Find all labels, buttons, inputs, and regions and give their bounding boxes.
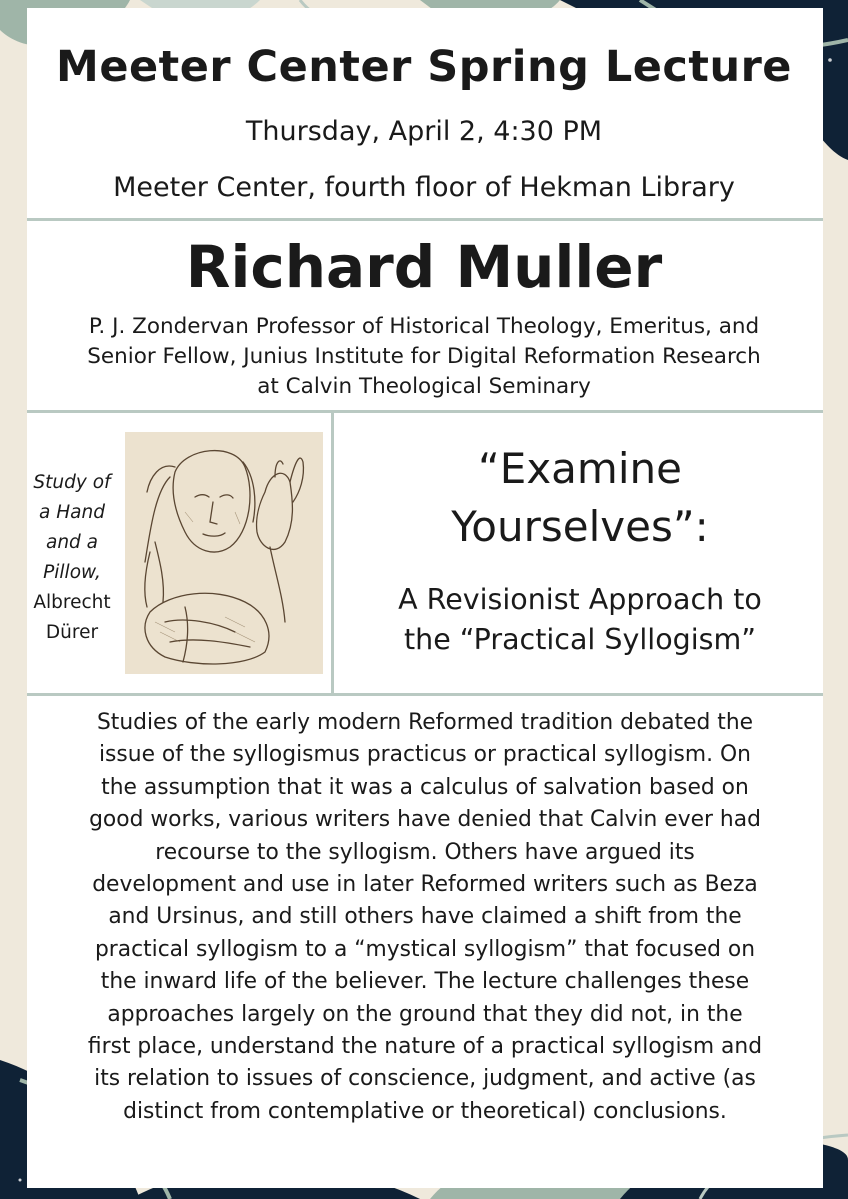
lecture-abstract	[30, 707, 820, 1128]
lecture-title-line: Yourselves”:	[451, 502, 709, 551]
artwork-title-line: a Hand	[39, 502, 105, 523]
affiliation-line: P. J. Zondervan Professor of Historical Theology, Emeritus, and	[88, 314, 760, 339]
lecture-title	[340, 440, 820, 556]
abstract-line: its relation to issues of conscience, judgment, and active (as	[94, 1066, 756, 1092]
abstract-line: development and use in later Reformed writers such as Beza	[92, 872, 758, 898]
abstract-line: approaches largely on the ground that they did not, in the	[107, 1001, 743, 1027]
abstract-line: the assumption that it was a calculus of salvation based on	[101, 774, 749, 800]
durer-sketch-image	[125, 432, 323, 674]
abstract-line: distinct from contemplative or theoretical) conclusions.	[123, 1098, 727, 1124]
speaker-name: Richard Muller	[185, 233, 663, 301]
divider	[27, 218, 823, 221]
artwork-title-line: Study of	[33, 472, 111, 493]
lecture-subtitle-line: the “Practical Syllogism”	[403, 623, 757, 656]
vertical-divider	[331, 413, 334, 693]
event-title: Meeter Center Spring Lecture	[56, 42, 792, 92]
artwork-title-line: Pillow,	[43, 562, 101, 583]
lecture-title-line: “Examine	[478, 444, 682, 493]
affiliation-line: at Calvin Theological Seminary	[257, 374, 591, 399]
abstract-line: and Ursinus, and still others have claimed a shift from the	[108, 904, 742, 930]
artwork-caption	[20, 468, 124, 648]
artwork-artist-line: Albrecht	[33, 592, 111, 613]
artwork-title-line: and a	[45, 532, 99, 553]
abstract-line: good works, various writers have denied that Calvin ever had	[89, 807, 761, 833]
abstract-line: the inward life of the believer. The lecture challenges these	[100, 969, 750, 995]
divider	[27, 693, 823, 696]
artwork-artist-line: Dürer	[45, 622, 99, 643]
event-date-time: Thursday, April 2, 4:30 PM	[245, 116, 603, 147]
abstract-line: issue of the syllogismus practicus or practical syllogism. On	[99, 742, 751, 768]
event-location: Meeter Center, fourth floor of Hekman Library	[113, 172, 735, 203]
abstract-line: recourse to the syllogism. Others have argued its	[155, 839, 695, 865]
affiliation-line: Senior Fellow, Junius Institute for Digital Reformation Research	[87, 344, 761, 369]
abstract-line: Studies of the early modern Reformed tradition debated the	[96, 710, 754, 735]
speaker-affiliation	[30, 312, 818, 402]
lecture-subtitle	[340, 580, 820, 660]
divider	[27, 410, 823, 413]
abstract-line: practical syllogism to a “mystical syllogism” that focused on	[94, 936, 756, 962]
lecture-subtitle-line: A Revisionist Approach to	[398, 583, 762, 616]
abstract-line: first place, understand the nature of a practical syllogism and	[87, 1034, 763, 1060]
